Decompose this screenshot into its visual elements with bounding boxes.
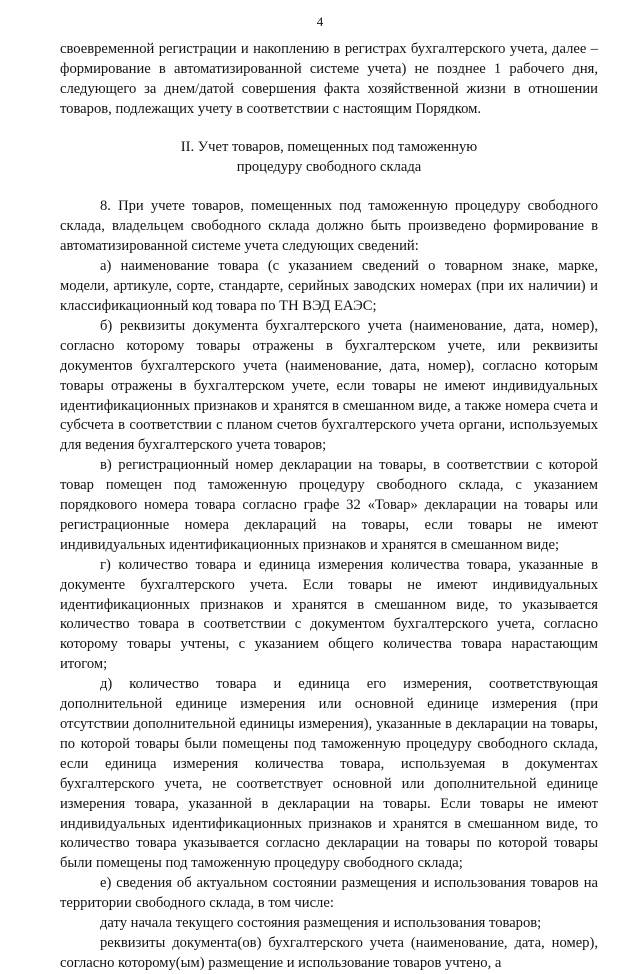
section-heading-line-2: процедуру свободного склада (236, 158, 422, 175)
section-heading (60, 138, 598, 178)
paragraph-accounting-docs: реквизиты документа(ов) бухгалтерского учета (наименование, дата, номер), согласно которому(ым) размещение и использование товаров учтено, а (60, 934, 598, 971)
document-body (60, 40, 598, 974)
paragraph-item-d: д) количество товара и единица его измерения, соответствующая дополнительной единице измерения или основной единице измерения (при отсутствии дополнительной единицы измерения), указанные в декларации на товары, по которой товары были помещены под таможенную процедуру свободного склада, если единица измерения количества товара, используемая в документах бухгалтерского учета, не соответствует основной или дополнительной единице измерения товара, указанной в декларации на товары. Если товары не имеют индивидуальных идентификационных признаков и хранятся в смешанном виде, то количество товара указывается согласно декларации на товары по которой товары были помещены под таможенную процедуру свободного склада; (60, 676, 598, 872)
page-number: 4 (316, 14, 324, 29)
intro-paragraph: своевременной регистрации и накоплению в регистрах бухгалтерского учета, далее – формирование в автоматизированной системе учета) не позднее 1 рабочего дня, следующего за днем/датой совершения факта хозяйственной жизни в отношении товаров, подлежащих учету в соответствии с настоящим Порядком. (60, 41, 598, 117)
section-heading-line-1: II. Учет товаров, помещенных под таможенную (180, 138, 478, 155)
paragraph-start-date: дату начала текущего состояния размещения и использования товаров; (100, 915, 542, 932)
paragraph-item-a: а) наименование товара (с указанием сведений о товарном знаке, марке, модели, артикуле, сорте, стандарте, серийных заводских номерах (при их наличии) и классификационный код товара по ТН ВЭД ЕАЭС; (60, 258, 598, 314)
paragraph-item-b: б) реквизиты документа бухгалтерского учета (наименование, дата, номер), согласно которому товары отражены в бухгалтерском учете, или реквизиты документов бухгалтерского учета (наименование, дата, номер), согласно которым товары отражены в бухгалтерском учете, если товары не имеют индивидуальных идентификационных признаков и хранятся в смешанном виде, а также номера счета и субсчета в соответствии с планом счетов бухгалтерского учета органи, используемых для ведения бухгалтерского учета товаров; (60, 317, 598, 454)
paragraph-item-v: в) регистрационный номер декларации на товары, в соответствии с которой товар помещен под таможенную процедуру свободного склада, с указанием порядкового номера товара согласно графе 32 «Товар» декларации на товары или регистрационные номера деклараций на товары, если товары не имеют индивидуальных идентификационных признаков и хранятся в смешанном виде; (60, 457, 598, 553)
paragraph-item-e: е) сведения об актуальном состоянии размещения и использования товаров на территории свободного склада, в том числе: (60, 875, 598, 912)
paragraph-8: 8. При учете товаров, помещенных под таможенную процедуру свободного склада, владельцем свободного склада должно быть произведено формирование в автоматизированной системе учета следующих сведений: (60, 198, 598, 255)
paragraph-item-g: г) количество товара и единица измерения количества товара, указанные в документе бухгалтерского учета. Если товары не имеют индивидуальных идентификационных признаков и хранятся в смешанном виде, то указывается количество товара в соответствии с документом бухгалтерского учета, согласно которому товары учтены, с указанием общего количества товара нарастающим итогом; (60, 556, 598, 673)
